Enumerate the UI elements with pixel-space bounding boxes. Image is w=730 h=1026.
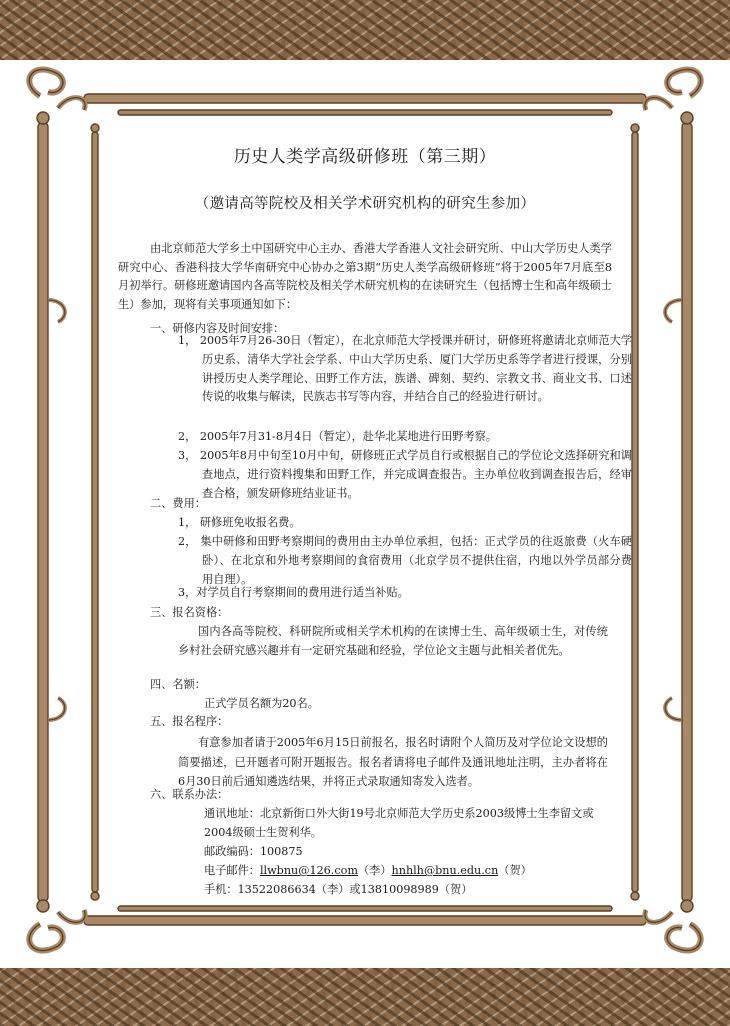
section-2-item-1: 1， 研修班免收报名费。	[178, 516, 301, 529]
section-5-heading: 五、报名程序：	[150, 715, 229, 728]
contact-postcode: 邮政编码：100875	[204, 845, 303, 858]
contact-email-row	[204, 862, 532, 880]
email-link-li[interactable]: llwbnu@126.com	[259, 864, 358, 877]
email-note-li: （李）	[357, 864, 392, 877]
contact-address-line-2: 2004级硕士生贺利华。	[204, 826, 322, 839]
section-6-heading: 六、联系办法：	[150, 788, 229, 801]
section-4-heading: 四、名额：	[150, 678, 206, 691]
email-label: 电子邮件：	[204, 864, 260, 877]
document-title: 历史人类学高级研修班（第三期）	[233, 147, 497, 167]
section-1-item-2: 2， 2005年7月31-8月4日（暂定），赴华北某地进行田野考察。	[178, 430, 498, 443]
section-1-item-3: 3， 2005年8月中旬至10月中旬，研修班正式学员自行或根据自己的学位论文选择研究和调查地点，进行资料搜集和田野工作，并完成调查报告。主办单位收到调查报告后，经审查合格，颁发研修班结业证书。	[178, 449, 632, 500]
section-3-heading: 三、报名资格：	[150, 606, 229, 619]
document-subtitle: （邀请高等院校及相关学术研究机构的研究生参加）	[194, 196, 536, 212]
intro-paragraph: 由北京师范大学乡土中国研究中心主办、香港大学香港人文社会研究所、中山大学历史人类学研究中心、香港科技大学华南研究中心协办之第3期“历史人类学高级研修班”将于2005年7月底至8月初举行。研修班邀请国内各高等院校及相关学术研究机构的在读研究生（包括博士生和高年级硕士生）参加，现将有关事项通知如下：	[118, 242, 612, 311]
section-5-text: 有意参加者请于2005年6月15日前报名，报名时请附个人简历及对学位论文设想的简要描述，已开题者可附开题报告。报名者请将电子邮件及通讯地址注明，主办者将在6月30日前后通知遴选结果，并将正式录取通知寄发入选者。	[178, 736, 608, 788]
email-note-he: （贺）	[498, 864, 532, 877]
section-4-text: 正式学员名额为20名。	[204, 697, 319, 710]
section-2-item-2: 2， 集中研修和田野考察期间的费用由主办单位承担，包括：正式学员的往返旅费（火车硬卧）、在北京和外地考察期间的食宿费用（北京学员不提供住宿，内地以外学员部分费用自理）。	[178, 535, 632, 586]
contact-phone: 手机：13522086634（李）或13810098989（贺）	[204, 883, 473, 896]
email-link-he[interactable]: hnhlh@bnu.edu.cn	[391, 864, 499, 877]
section-3-text: 国内各高等院校、科研院所或相关学术机构的在读博士生、高年级硕士生，对传统乡村社会研究感兴趣并有一定研究基础和经验，学位论文主题与此相关者优先。	[178, 625, 608, 657]
section-2-heading: 二、费用：	[150, 497, 206, 510]
contact-address-line-1: 通讯地址：北京新街口外大街19号北京师范大学历史系2003级博士生李留文或	[204, 807, 594, 820]
section-1-item-1: 1， 2005年7月26-30日（暂定），在北京师范大学授课并研讨，研修班将邀请北京师范大学历史系、清华大学社会学系、中山大学历史系、厦门大学历史系等学者进行授课，分别讲授历史人类学理论、田野工作方法，族谱、碑刻、契约、宗教文书、商业文书、口述传说的收集与解读，民族志书写等内容，并结合自己的经验进行研讨。	[178, 334, 632, 404]
section-1-heading: 一、研修内容及时间安排：	[150, 322, 285, 335]
section-2-item-3: 3，对学员自行考察期间的费用进行适当补贴。	[178, 586, 409, 599]
